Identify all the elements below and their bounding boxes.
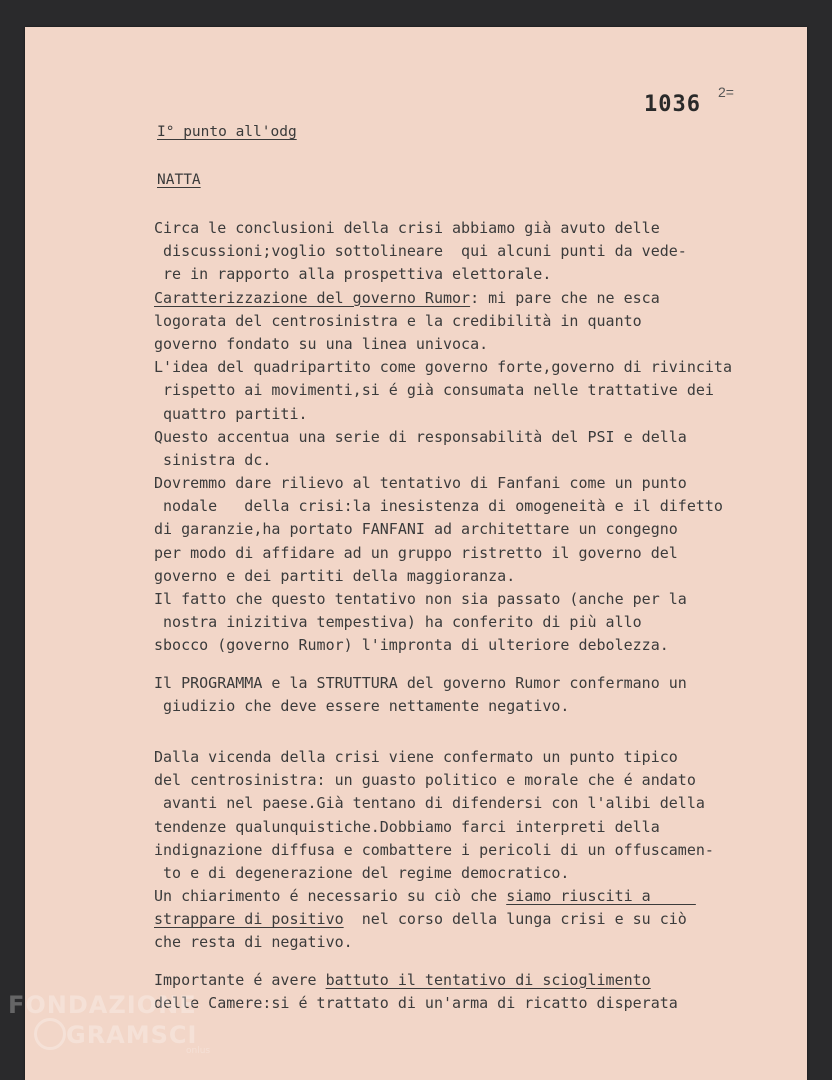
text-segment: nostra inizitiva tempestiva) ha conferito di più allo <box>154 613 642 632</box>
speaker-heading: NATTA <box>157 172 201 188</box>
text-segment: nel corso della lunga crisi e su ciò <box>343 910 687 929</box>
text-segment: sbocco (governo Rumor) l'impronta di ulteriore debolezza. <box>154 636 669 655</box>
text-segment: del centrosinistra: un guasto politico e morale che é andato <box>154 771 696 790</box>
text-line <box>154 769 794 792</box>
text-line <box>154 839 794 862</box>
text-segment: Dalla vicenda della crisi viene confermato un punto tipico <box>154 747 678 766</box>
text-segment: Dovremmo dare rilievo al tentativo di Fanfani come un punto <box>154 474 687 493</box>
text-segment: per modo di affidare ad un gruppo ristretto il governo del <box>154 543 678 562</box>
text-line <box>154 908 794 931</box>
text-segment: tendenze qualunquistiche.Dobbiamo farci interpreti della <box>154 817 660 836</box>
underlined-segment: Caratterizzazione del governo Rumor <box>154 288 471 307</box>
text-line <box>154 240 794 263</box>
text-segment: Il PROGRAMMA e la STRUTTURA del governo Rumor confermano un <box>154 673 687 692</box>
text-line <box>154 992 794 1015</box>
text-segment: giudizio che deve essere nettamente negativo. <box>154 696 570 715</box>
text-segment: di garanzie,ha portato FANFANI ad architettare un congegno <box>154 520 678 539</box>
text-line <box>154 403 794 426</box>
text-line <box>154 792 794 815</box>
text-segment: Un chiarimento é necessario su ciò che <box>154 887 507 906</box>
text-line <box>154 472 794 495</box>
text-segment: rispetto ai movimenti,si é già consumata nelle trattative dei <box>154 381 714 400</box>
agenda-item-heading: I° punto all'odg <box>157 124 297 140</box>
text-segment: governo e dei partiti della maggioranza. <box>154 566 516 585</box>
text-line <box>154 379 794 402</box>
paragraph-gap <box>154 658 794 672</box>
text-segment: discussioni;voglio sottolineare qui alcuni punti da vede- <box>154 242 687 261</box>
text-line <box>154 495 794 518</box>
text-line <box>154 969 794 992</box>
text-line <box>154 426 794 449</box>
text-line <box>154 672 794 695</box>
text-segment: quattro partiti. <box>154 404 308 423</box>
watermark-sub: onlus <box>186 1046 211 1056</box>
text-segment: nodale della crisi:la inesistenza di omogeneità e il difetto <box>154 497 723 516</box>
text-segment: avanti nel paese.Già tentano di difendersi con l'alibi della <box>154 794 705 813</box>
text-segment: re in rapporto alla prospettiva elettorale. <box>154 265 552 284</box>
text-line <box>154 931 794 954</box>
text-line <box>154 356 794 379</box>
watermark-line1: FONDAZIONE <box>8 991 197 1019</box>
text-line <box>154 634 794 657</box>
underlined-segment: strappare di positivo <box>154 910 344 929</box>
text-line <box>154 310 794 333</box>
text-segment: Il fatto che questo tentativo non sia passato (anche per la <box>154 590 687 608</box>
underlined-segment: siamo riusciti a <box>506 887 696 906</box>
text-line <box>154 885 794 908</box>
typed-text-body <box>154 217 794 1015</box>
text-line <box>154 333 794 356</box>
text-line <box>154 695 794 718</box>
text-segment: logorata del centrosinistra e la credibilità in quanto <box>154 311 642 330</box>
text-line <box>154 611 794 634</box>
text-line <box>154 217 794 240</box>
text-line <box>154 588 794 611</box>
text-segment: indignazione diffusa e combattere i pericoli di un offuscamen- <box>154 840 714 859</box>
paragraph-gap <box>154 955 794 969</box>
text-segment: to e di degenerazione del regime democratico. <box>154 863 570 882</box>
text-line <box>154 263 794 286</box>
paragraph-gap <box>154 718 794 732</box>
text-segment: L'idea del quadripartito come governo forte,governo di rivincita <box>154 358 732 377</box>
watermark-circle-icon <box>34 1018 66 1050</box>
text-line <box>154 287 794 310</box>
text-segment: sinistra dc. <box>154 450 272 469</box>
text-line <box>154 862 794 885</box>
watermark-line2: GRAMSCI <box>66 1021 198 1049</box>
page-number: 1036 <box>644 92 701 117</box>
text-segment: delle Camere:si é trattato di un'arma di ricatto disperata <box>154 993 678 1012</box>
text-line <box>154 542 794 565</box>
text-line <box>154 449 794 472</box>
text-segment: Circa le conclusioni della crisi abbiamo già avuto delle <box>154 219 660 237</box>
text-segment: governo fondato su una linea univoca. <box>154 334 489 353</box>
text-segment: che resta di negativo. <box>154 933 353 952</box>
text-line <box>154 518 794 541</box>
text-segment: : mi pare che ne esca <box>470 288 660 307</box>
text-segment: Importante é avere <box>154 970 326 989</box>
text-line <box>154 816 794 839</box>
paragraph-gap <box>154 732 794 746</box>
text-line <box>154 565 794 588</box>
underlined-segment: battuto il tentativo di scioglimento <box>325 970 651 989</box>
text-line <box>154 746 794 769</box>
text-segment: Questo accentua una serie di responsabilità del PSI e della <box>154 427 687 446</box>
corner-mark: 2= <box>718 84 734 100</box>
